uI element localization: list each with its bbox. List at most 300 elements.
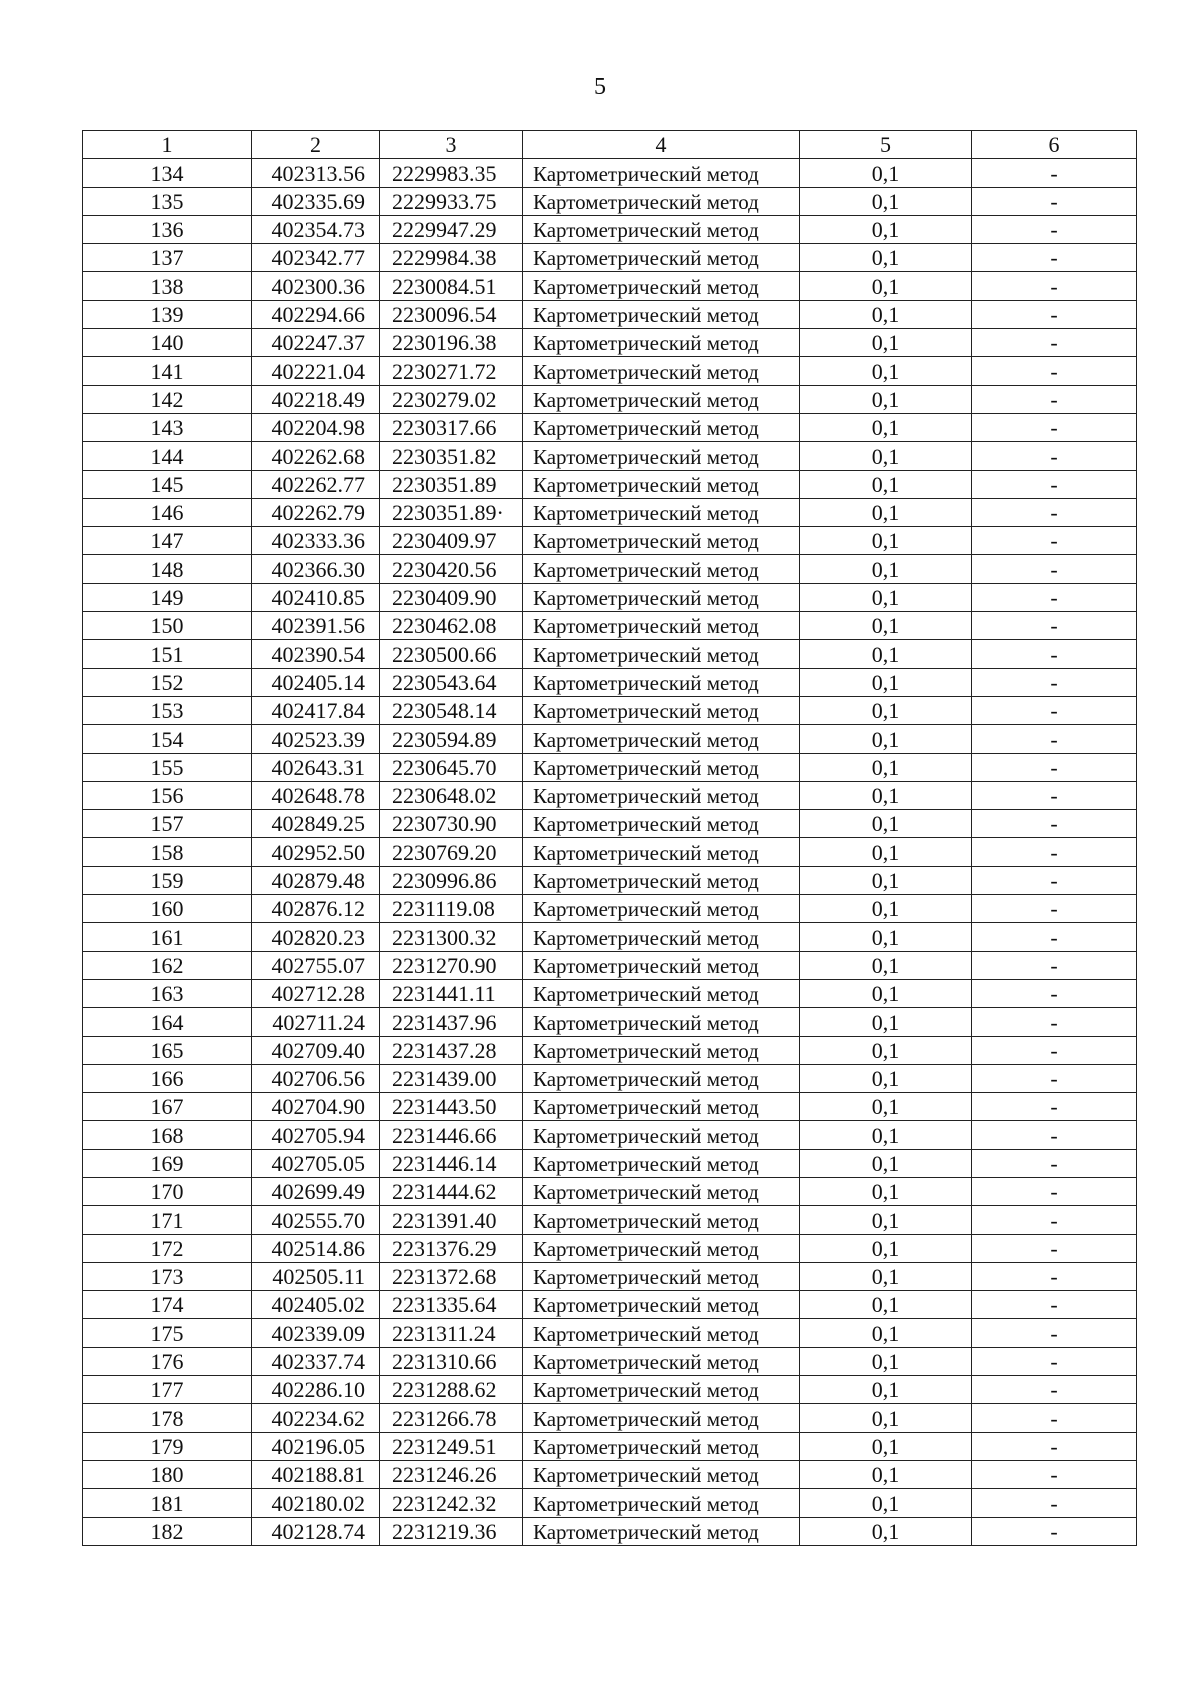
method-cell: Картометрический метод [523, 781, 800, 809]
y-coordinate-cell: 2231288.62 [380, 1376, 523, 1404]
note-cell: - [972, 527, 1137, 555]
table-row [83, 385, 1137, 413]
table-row [83, 1262, 1137, 1290]
accuracy-cell: 0,1 [800, 866, 972, 894]
note-cell: - [972, 329, 1137, 357]
note-cell: - [972, 668, 1137, 696]
method-cell: Картометрический метод [523, 1093, 800, 1121]
note-cell: - [972, 215, 1137, 243]
y-coordinate-cell: 2231310.66 [380, 1347, 523, 1375]
x-coordinate-cell: 402339.09 [252, 1319, 380, 1347]
y-coordinate-cell: 2231119.08 [380, 895, 523, 923]
y-coordinate-cell: 2231270.90 [380, 951, 523, 979]
y-coordinate-cell: 2231439.00 [380, 1064, 523, 1092]
accuracy-cell: 0,1 [800, 1376, 972, 1404]
point-number-cell: 141 [83, 357, 252, 385]
accuracy-cell: 0,1 [800, 1432, 972, 1460]
table-row [83, 668, 1137, 696]
table-row [83, 470, 1137, 498]
accuracy-cell: 0,1 [800, 187, 972, 215]
method-cell: Картометрический метод [523, 215, 800, 243]
y-coordinate-cell: 2231446.14 [380, 1149, 523, 1177]
method-cell: Картометрический метод [523, 1177, 800, 1205]
point-number-cell: 149 [83, 583, 252, 611]
method-cell: Картометрический метод [523, 1064, 800, 1092]
table-header-row [83, 131, 1137, 159]
table-row [83, 810, 1137, 838]
method-cell: Картометрический метод [523, 272, 800, 300]
point-number-cell: 151 [83, 640, 252, 668]
y-coordinate-cell: 2231444.62 [380, 1177, 523, 1205]
note-cell: - [972, 838, 1137, 866]
accuracy-cell: 0,1 [800, 1206, 972, 1234]
x-coordinate-cell: 402221.04 [252, 357, 380, 385]
point-number-cell: 159 [83, 866, 252, 894]
table-row [83, 329, 1137, 357]
table-row [83, 696, 1137, 724]
accuracy-cell: 0,1 [800, 329, 972, 357]
accuracy-cell: 0,1 [800, 1460, 972, 1488]
method-cell: Картометрический метод [523, 413, 800, 441]
accuracy-cell: 0,1 [800, 498, 972, 526]
table-row [83, 1008, 1137, 1036]
page-number: 5 [594, 74, 606, 100]
accuracy-cell: 0,1 [800, 159, 972, 187]
method-cell: Картометрический метод [523, 810, 800, 838]
y-coordinate-cell: 2231300.32 [380, 923, 523, 951]
table-row [83, 1149, 1137, 1177]
table-row [83, 413, 1137, 441]
point-number-cell: 142 [83, 385, 252, 413]
table-row [83, 1404, 1137, 1432]
x-coordinate-cell: 402294.66 [252, 300, 380, 328]
y-coordinate-cell: 2231242.32 [380, 1489, 523, 1517]
table-row [83, 951, 1137, 979]
x-coordinate-cell: 402286.10 [252, 1376, 380, 1404]
table-row [83, 1291, 1137, 1319]
method-cell: Картометрический метод [523, 1376, 800, 1404]
note-cell: - [972, 1177, 1137, 1205]
y-coordinate-cell: 2231437.96 [380, 1008, 523, 1036]
point-number-cell: 179 [83, 1432, 252, 1460]
method-cell: Картометрический метод [523, 300, 800, 328]
note-cell: - [972, 1319, 1137, 1347]
method-cell: Картометрический метод [523, 1432, 800, 1460]
note-cell: - [972, 1036, 1137, 1064]
method-cell: Картометрический метод [523, 1206, 800, 1234]
point-number-cell: 165 [83, 1036, 252, 1064]
table-row [83, 1517, 1137, 1545]
column-header: 3 [380, 131, 523, 159]
point-number-cell: 178 [83, 1404, 252, 1432]
method-cell: Картометрический метод [523, 1319, 800, 1347]
accuracy-cell: 0,1 [800, 385, 972, 413]
point-number-cell: 137 [83, 244, 252, 272]
table-row [83, 1036, 1137, 1064]
point-number-cell: 139 [83, 300, 252, 328]
note-cell: - [972, 1489, 1137, 1517]
table-body [83, 159, 1137, 1546]
point-number-cell: 170 [83, 1177, 252, 1205]
point-number-cell: 150 [83, 612, 252, 640]
accuracy-cell: 0,1 [800, 357, 972, 385]
table-row [83, 1093, 1137, 1121]
y-coordinate-cell: 2230351.89 [380, 470, 523, 498]
method-cell: Картометрический метод [523, 1149, 800, 1177]
y-coordinate-cell: 2230409.97 [380, 527, 523, 555]
y-coordinate-cell: 2231437.28 [380, 1036, 523, 1064]
point-number-cell: 145 [83, 470, 252, 498]
method-cell: Картометрический метод [523, 498, 800, 526]
method-cell: Картометрический метод [523, 1008, 800, 1036]
x-coordinate-cell: 402820.23 [252, 923, 380, 951]
note-cell: - [972, 725, 1137, 753]
accuracy-cell: 0,1 [800, 1149, 972, 1177]
y-coordinate-cell: 2231266.78 [380, 1404, 523, 1432]
point-number-cell: 138 [83, 272, 252, 300]
note-cell: - [972, 1404, 1137, 1432]
table-row [83, 1234, 1137, 1262]
x-coordinate-cell: 402313.56 [252, 159, 380, 187]
method-cell: Картометрический метод [523, 1404, 800, 1432]
x-coordinate-cell: 402196.05 [252, 1432, 380, 1460]
note-cell: - [972, 1460, 1137, 1488]
point-number-cell: 176 [83, 1347, 252, 1375]
method-cell: Картометрический метод [523, 696, 800, 724]
y-coordinate-cell: 2230420.56 [380, 555, 523, 583]
note-cell: - [972, 1008, 1137, 1036]
point-number-cell: 157 [83, 810, 252, 838]
point-number-cell: 136 [83, 215, 252, 243]
method-cell: Картометрический метод [523, 527, 800, 555]
note-cell: - [972, 1121, 1137, 1149]
accuracy-cell: 0,1 [800, 753, 972, 781]
method-cell: Картометрический метод [523, 1291, 800, 1319]
point-number-cell: 166 [83, 1064, 252, 1092]
method-cell: Картометрический метод [523, 951, 800, 979]
point-number-cell: 182 [83, 1517, 252, 1545]
x-coordinate-cell: 402505.11 [252, 1262, 380, 1290]
table-row [83, 442, 1137, 470]
point-number-cell: 168 [83, 1121, 252, 1149]
table-row [83, 1376, 1137, 1404]
y-coordinate-cell: 2230462.08 [380, 612, 523, 640]
point-number-cell: 134 [83, 159, 252, 187]
x-coordinate-cell: 402704.90 [252, 1093, 380, 1121]
method-cell: Картометрический метод [523, 1517, 800, 1545]
y-coordinate-cell: 2230084.51 [380, 272, 523, 300]
method-cell: Картометрический метод [523, 866, 800, 894]
accuracy-cell: 0,1 [800, 1064, 972, 1092]
table-row [83, 244, 1137, 272]
y-coordinate-cell: 2230645.70 [380, 753, 523, 781]
note-cell: - [972, 244, 1137, 272]
y-coordinate-cell: 2231441.11 [380, 979, 523, 1007]
point-number-cell: 180 [83, 1460, 252, 1488]
point-number-cell: 171 [83, 1206, 252, 1234]
table-row [83, 1064, 1137, 1092]
column-header: 1 [83, 131, 252, 159]
x-coordinate-cell: 402366.30 [252, 555, 380, 583]
table-row [83, 1206, 1137, 1234]
table-row [83, 527, 1137, 555]
note-cell: - [972, 583, 1137, 611]
note-cell: - [972, 1206, 1137, 1234]
x-coordinate-cell: 402204.98 [252, 413, 380, 441]
accuracy-cell: 0,1 [800, 810, 972, 838]
method-cell: Картометрический метод [523, 895, 800, 923]
note-cell: - [972, 1291, 1137, 1319]
accuracy-cell: 0,1 [800, 1262, 972, 1290]
x-coordinate-cell: 402755.07 [252, 951, 380, 979]
point-number-cell: 156 [83, 781, 252, 809]
note-cell: - [972, 753, 1137, 781]
x-coordinate-cell: 402648.78 [252, 781, 380, 809]
x-coordinate-cell: 402300.36 [252, 272, 380, 300]
method-cell: Картометрический метод [523, 470, 800, 498]
accuracy-cell: 0,1 [800, 215, 972, 243]
accuracy-cell: 0,1 [800, 1036, 972, 1064]
x-coordinate-cell: 402342.77 [252, 244, 380, 272]
accuracy-cell: 0,1 [800, 895, 972, 923]
table-row [83, 725, 1137, 753]
note-cell: - [972, 555, 1137, 583]
method-cell: Картометрический метод [523, 979, 800, 1007]
method-cell: Картометрический метод [523, 385, 800, 413]
y-coordinate-cell: 2230096.54 [380, 300, 523, 328]
method-cell: Картометрический метод [523, 612, 800, 640]
x-coordinate-cell: 402706.56 [252, 1064, 380, 1092]
method-cell: Картометрический метод [523, 583, 800, 611]
point-number-cell: 155 [83, 753, 252, 781]
table-row [83, 215, 1137, 243]
y-coordinate-cell: 2229983.35 [380, 159, 523, 187]
table-row [83, 1460, 1137, 1488]
point-number-cell: 175 [83, 1319, 252, 1347]
table-row [83, 583, 1137, 611]
note-cell: - [972, 1347, 1137, 1375]
point-number-cell: 147 [83, 527, 252, 555]
point-number-cell: 158 [83, 838, 252, 866]
y-coordinate-cell: 2230351.89· [380, 498, 523, 526]
column-header: 2 [252, 131, 380, 159]
coordinates-table [82, 130, 1137, 1546]
column-header: 4 [523, 131, 800, 159]
point-number-cell: 167 [83, 1093, 252, 1121]
point-number-cell: 169 [83, 1149, 252, 1177]
point-number-cell: 172 [83, 1234, 252, 1262]
point-number-cell: 148 [83, 555, 252, 583]
method-cell: Картометрический метод [523, 555, 800, 583]
accuracy-cell: 0,1 [800, 951, 972, 979]
point-number-cell: 174 [83, 1291, 252, 1319]
x-coordinate-cell: 402410.85 [252, 583, 380, 611]
x-coordinate-cell: 402699.49 [252, 1177, 380, 1205]
point-number-cell: 161 [83, 923, 252, 951]
note-cell: - [972, 272, 1137, 300]
column-header: 6 [972, 131, 1137, 159]
y-coordinate-cell: 2231311.24 [380, 1319, 523, 1347]
method-cell: Картометрический метод [523, 1234, 800, 1262]
note-cell: - [972, 612, 1137, 640]
accuracy-cell: 0,1 [800, 413, 972, 441]
x-coordinate-cell: 402405.14 [252, 668, 380, 696]
x-coordinate-cell: 402523.39 [252, 725, 380, 753]
note-cell: - [972, 640, 1137, 668]
x-coordinate-cell: 402643.31 [252, 753, 380, 781]
x-coordinate-cell: 402705.05 [252, 1149, 380, 1177]
accuracy-cell: 0,1 [800, 442, 972, 470]
point-number-cell: 160 [83, 895, 252, 923]
table-row [83, 753, 1137, 781]
note-cell: - [972, 810, 1137, 838]
point-number-cell: 177 [83, 1376, 252, 1404]
table-row [83, 640, 1137, 668]
method-cell: Картометрический метод [523, 357, 800, 385]
x-coordinate-cell: 402262.77 [252, 470, 380, 498]
x-coordinate-cell: 402247.37 [252, 329, 380, 357]
point-number-cell: 153 [83, 696, 252, 724]
point-number-cell: 143 [83, 413, 252, 441]
note-cell: - [972, 1432, 1137, 1460]
accuracy-cell: 0,1 [800, 1008, 972, 1036]
x-coordinate-cell: 402952.50 [252, 838, 380, 866]
method-cell: Картометрический метод [523, 1460, 800, 1488]
y-coordinate-cell: 2231391.40 [380, 1206, 523, 1234]
table-row [83, 1432, 1137, 1460]
method-cell: Картометрический метод [523, 923, 800, 951]
point-number-cell: 140 [83, 329, 252, 357]
note-cell: - [972, 357, 1137, 385]
accuracy-cell: 0,1 [800, 583, 972, 611]
table-row [83, 838, 1137, 866]
method-cell: Картометрический метод [523, 640, 800, 668]
point-number-cell: 146 [83, 498, 252, 526]
accuracy-cell: 0,1 [800, 1121, 972, 1149]
table-row [83, 979, 1137, 1007]
accuracy-cell: 0,1 [800, 1404, 972, 1432]
accuracy-cell: 0,1 [800, 1319, 972, 1347]
y-coordinate-cell: 2230648.02 [380, 781, 523, 809]
accuracy-cell: 0,1 [800, 1517, 972, 1545]
note-cell: - [972, 498, 1137, 526]
note-cell: - [972, 1234, 1137, 1262]
table-row [83, 612, 1137, 640]
point-number-cell: 135 [83, 187, 252, 215]
method-cell: Картометрический метод [523, 442, 800, 470]
accuracy-cell: 0,1 [800, 640, 972, 668]
note-cell: - [972, 781, 1137, 809]
x-coordinate-cell: 402405.02 [252, 1291, 380, 1319]
y-coordinate-cell: 2230996.86 [380, 866, 523, 894]
y-coordinate-cell: 2229933.75 [380, 187, 523, 215]
note-cell: - [972, 470, 1137, 498]
y-coordinate-cell: 2231249.51 [380, 1432, 523, 1460]
y-coordinate-cell: 2230543.64 [380, 668, 523, 696]
method-cell: Картометрический метод [523, 1347, 800, 1375]
x-coordinate-cell: 402390.54 [252, 640, 380, 668]
column-header: 5 [800, 131, 972, 159]
method-cell: Картометрический метод [523, 1489, 800, 1517]
x-coordinate-cell: 402337.74 [252, 1347, 380, 1375]
note-cell: - [972, 300, 1137, 328]
accuracy-cell: 0,1 [800, 470, 972, 498]
table-row [83, 923, 1137, 951]
method-cell: Картометрический метод [523, 753, 800, 781]
accuracy-cell: 0,1 [800, 555, 972, 583]
table-row [83, 1347, 1137, 1375]
table-row [83, 272, 1137, 300]
y-coordinate-cell: 2229947.29 [380, 215, 523, 243]
table-row [83, 1319, 1137, 1347]
x-coordinate-cell: 402188.81 [252, 1460, 380, 1488]
table-row [83, 781, 1137, 809]
point-number-cell: 144 [83, 442, 252, 470]
note-cell: - [972, 1376, 1137, 1404]
point-number-cell: 164 [83, 1008, 252, 1036]
note-cell: - [972, 187, 1137, 215]
y-coordinate-cell: 2231443.50 [380, 1093, 523, 1121]
x-coordinate-cell: 402180.02 [252, 1489, 380, 1517]
table-row [83, 1489, 1137, 1517]
table-row [83, 1121, 1137, 1149]
y-coordinate-cell: 2230500.66 [380, 640, 523, 668]
note-cell: - [972, 1262, 1137, 1290]
note-cell: - [972, 923, 1137, 951]
table-row [83, 357, 1137, 385]
point-number-cell: 163 [83, 979, 252, 1007]
accuracy-cell: 0,1 [800, 923, 972, 951]
accuracy-cell: 0,1 [800, 244, 972, 272]
accuracy-cell: 0,1 [800, 1234, 972, 1262]
y-coordinate-cell: 2229984.38 [380, 244, 523, 272]
y-coordinate-cell: 2230594.89 [380, 725, 523, 753]
y-coordinate-cell: 2231376.29 [380, 1234, 523, 1262]
table-row [83, 187, 1137, 215]
x-coordinate-cell: 402417.84 [252, 696, 380, 724]
accuracy-cell: 0,1 [800, 1093, 972, 1121]
table-row [83, 866, 1137, 894]
y-coordinate-cell: 2231372.68 [380, 1262, 523, 1290]
y-coordinate-cell: 2231219.36 [380, 1517, 523, 1545]
method-cell: Картометрический метод [523, 244, 800, 272]
note-cell: - [972, 951, 1137, 979]
accuracy-cell: 0,1 [800, 725, 972, 753]
y-coordinate-cell: 2230769.20 [380, 838, 523, 866]
accuracy-cell: 0,1 [800, 838, 972, 866]
note-cell: - [972, 413, 1137, 441]
y-coordinate-cell: 2231246.26 [380, 1460, 523, 1488]
y-coordinate-cell: 2231446.66 [380, 1121, 523, 1149]
accuracy-cell: 0,1 [800, 668, 972, 696]
note-cell: - [972, 1064, 1137, 1092]
accuracy-cell: 0,1 [800, 300, 972, 328]
table-row [83, 895, 1137, 923]
x-coordinate-cell: 402709.40 [252, 1036, 380, 1064]
table-row [83, 555, 1137, 583]
accuracy-cell: 0,1 [800, 696, 972, 724]
note-cell: - [972, 866, 1137, 894]
accuracy-cell: 0,1 [800, 781, 972, 809]
method-cell: Картометрический метод [523, 1036, 800, 1064]
method-cell: Картометрический метод [523, 725, 800, 753]
table-row [83, 300, 1137, 328]
x-coordinate-cell: 402234.62 [252, 1404, 380, 1432]
y-coordinate-cell: 2230279.02 [380, 385, 523, 413]
point-number-cell: 173 [83, 1262, 252, 1290]
note-cell: - [972, 385, 1137, 413]
note-cell: - [972, 1149, 1137, 1177]
